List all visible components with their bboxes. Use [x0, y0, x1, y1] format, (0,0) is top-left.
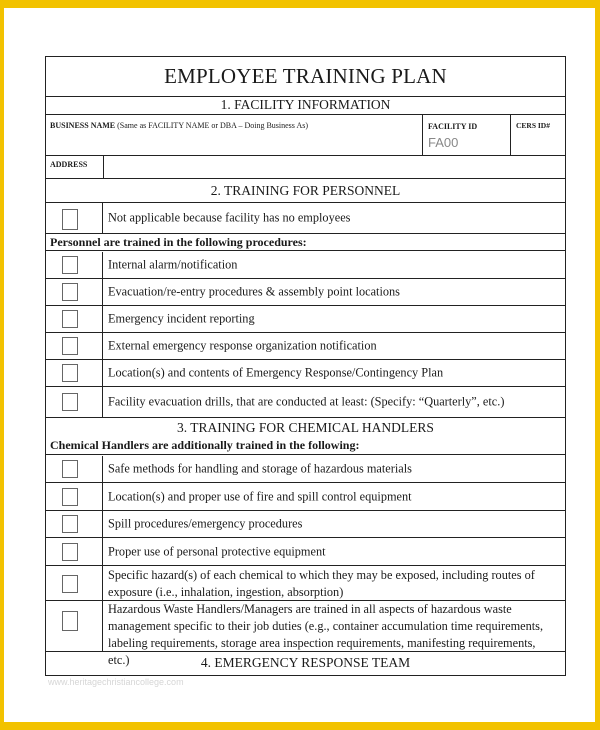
- item-text: Hazardous Waste Handlers/Managers are trained in all aspects of hazardous waste management specific to their job duties (e.g., container accumulation time requirements, labeling requirements, storage area inspection requirements, manifesting requirements, etc.): [108, 602, 544, 667]
- checkbox[interactable]: [62, 393, 78, 411]
- list-item: [46, 252, 565, 279]
- list-item: [46, 538, 565, 566]
- checkbox-cell: [46, 456, 103, 482]
- section-3-subheading: Chemical Handlers are additionally trained in the following:: [46, 437, 565, 455]
- checkbox[interactable]: [62, 543, 78, 561]
- not-applicable-text: Not applicable because facility has no employees: [108, 210, 351, 225]
- business-name-hint: (Same as FACILITY NAME or DBA – Doing Business As): [117, 121, 309, 130]
- training-plan-form: [45, 56, 566, 676]
- item-text: External emergency response organization notification: [108, 338, 377, 353]
- business-name-row: [46, 115, 565, 156]
- item-text: Spill procedures/emergency procedures: [108, 516, 303, 531]
- checkbox-cell: [46, 333, 103, 359]
- checkbox[interactable]: [62, 364, 78, 382]
- checkbox[interactable]: [62, 611, 78, 631]
- checkbox-cell: [46, 306, 103, 332]
- list-item: [46, 333, 565, 360]
- checkbox-cell: [46, 601, 103, 651]
- item-text: Internal alarm/notification: [108, 257, 238, 272]
- item-text: Location(s) and proper use of fire and spill control equipment: [108, 489, 412, 503]
- form-title: EMPLOYEE TRAINING PLAN: [46, 57, 565, 97]
- section-2-subheading: Personnel are trained in the following procedures:: [46, 235, 565, 251]
- list-item: [46, 387, 565, 418]
- list-item: [46, 360, 565, 387]
- cers-id-label: CERS ID#: [516, 121, 550, 130]
- checkbox-cell: [46, 387, 103, 417]
- checkbox-cell: [46, 360, 103, 386]
- checkbox-cell: [46, 279, 103, 305]
- list-item: [46, 483, 565, 511]
- checkbox-cell: [46, 538, 103, 565]
- list-item: [46, 511, 565, 538]
- checkbox[interactable]: [62, 460, 78, 478]
- item-text: Facility evacuation drills, that are conducted at least: (Specify: “Quarterly”, etc.): [108, 394, 505, 409]
- yellow-frame-top: [0, 0, 600, 8]
- checkbox[interactable]: [62, 310, 78, 328]
- item-text: Proper use of personal protective equipment: [108, 544, 326, 558]
- list-item: [46, 566, 565, 601]
- checkbox[interactable]: [62, 488, 78, 506]
- checkbox[interactable]: [62, 337, 78, 355]
- item-text: Location(s) and contents of Emergency Response/Contingency Plan: [108, 365, 444, 380]
- checkbox[interactable]: [62, 283, 78, 301]
- section-4-heading: 4. EMERGENCY RESPONSE TEAM: [200, 655, 411, 670]
- section-1-heading: 1. FACILITY INFORMATION: [46, 96, 565, 115]
- yellow-frame-left: [0, 0, 4, 730]
- item-text: Safe methods for handling and storage of hazardous materials: [108, 461, 412, 476]
- yellow-frame-right: [595, 0, 600, 730]
- list-item: [46, 279, 565, 306]
- address-row: [46, 156, 565, 179]
- checkbox-cell: [46, 566, 103, 600]
- yellow-frame-bottom: [0, 722, 600, 730]
- section-2-heading: 2. TRAINING FOR PERSONNEL: [46, 180, 565, 203]
- facility-id-label: FACILITY ID: [428, 122, 478, 131]
- checkbox[interactable]: [62, 575, 78, 593]
- watermark: www.heritagechristiancollege.com: [48, 677, 184, 687]
- not-applicable-checkbox[interactable]: [62, 209, 78, 230]
- facility-id-cell[interactable]: [422, 115, 478, 155]
- section-3-heading: 3. TRAINING FOR CHEMICAL HANDLERS: [177, 420, 434, 435]
- cers-id-cell[interactable]: [510, 115, 550, 155]
- address-label: ADDRESS: [50, 160, 88, 169]
- item-text: Evacuation/re-entry procedures & assembly point locations: [108, 284, 400, 299]
- business-name-label-group: [50, 121, 308, 130]
- item-text: Emergency incident reporting: [108, 311, 255, 326]
- not-applicable-row: [46, 203, 565, 234]
- address-divider: [103, 156, 105, 178]
- checkbox-cell: [46, 203, 103, 233]
- checkbox[interactable]: [62, 256, 78, 274]
- facility-id-value: FA00: [428, 135, 459, 150]
- checkbox-cell: [46, 511, 103, 537]
- list-item: [46, 306, 565, 333]
- business-name-label: BUSINESS NAME: [50, 121, 116, 130]
- list-item: [46, 456, 565, 483]
- checkbox-cell: [46, 483, 103, 510]
- item-text: Specific hazard(s) of each chemical to which they may be exposed, including routes of exposure (i.e., inhalation, ingestion, absorption): [108, 568, 535, 599]
- checkbox-cell: [46, 252, 103, 278]
- checkbox[interactable]: [62, 515, 78, 533]
